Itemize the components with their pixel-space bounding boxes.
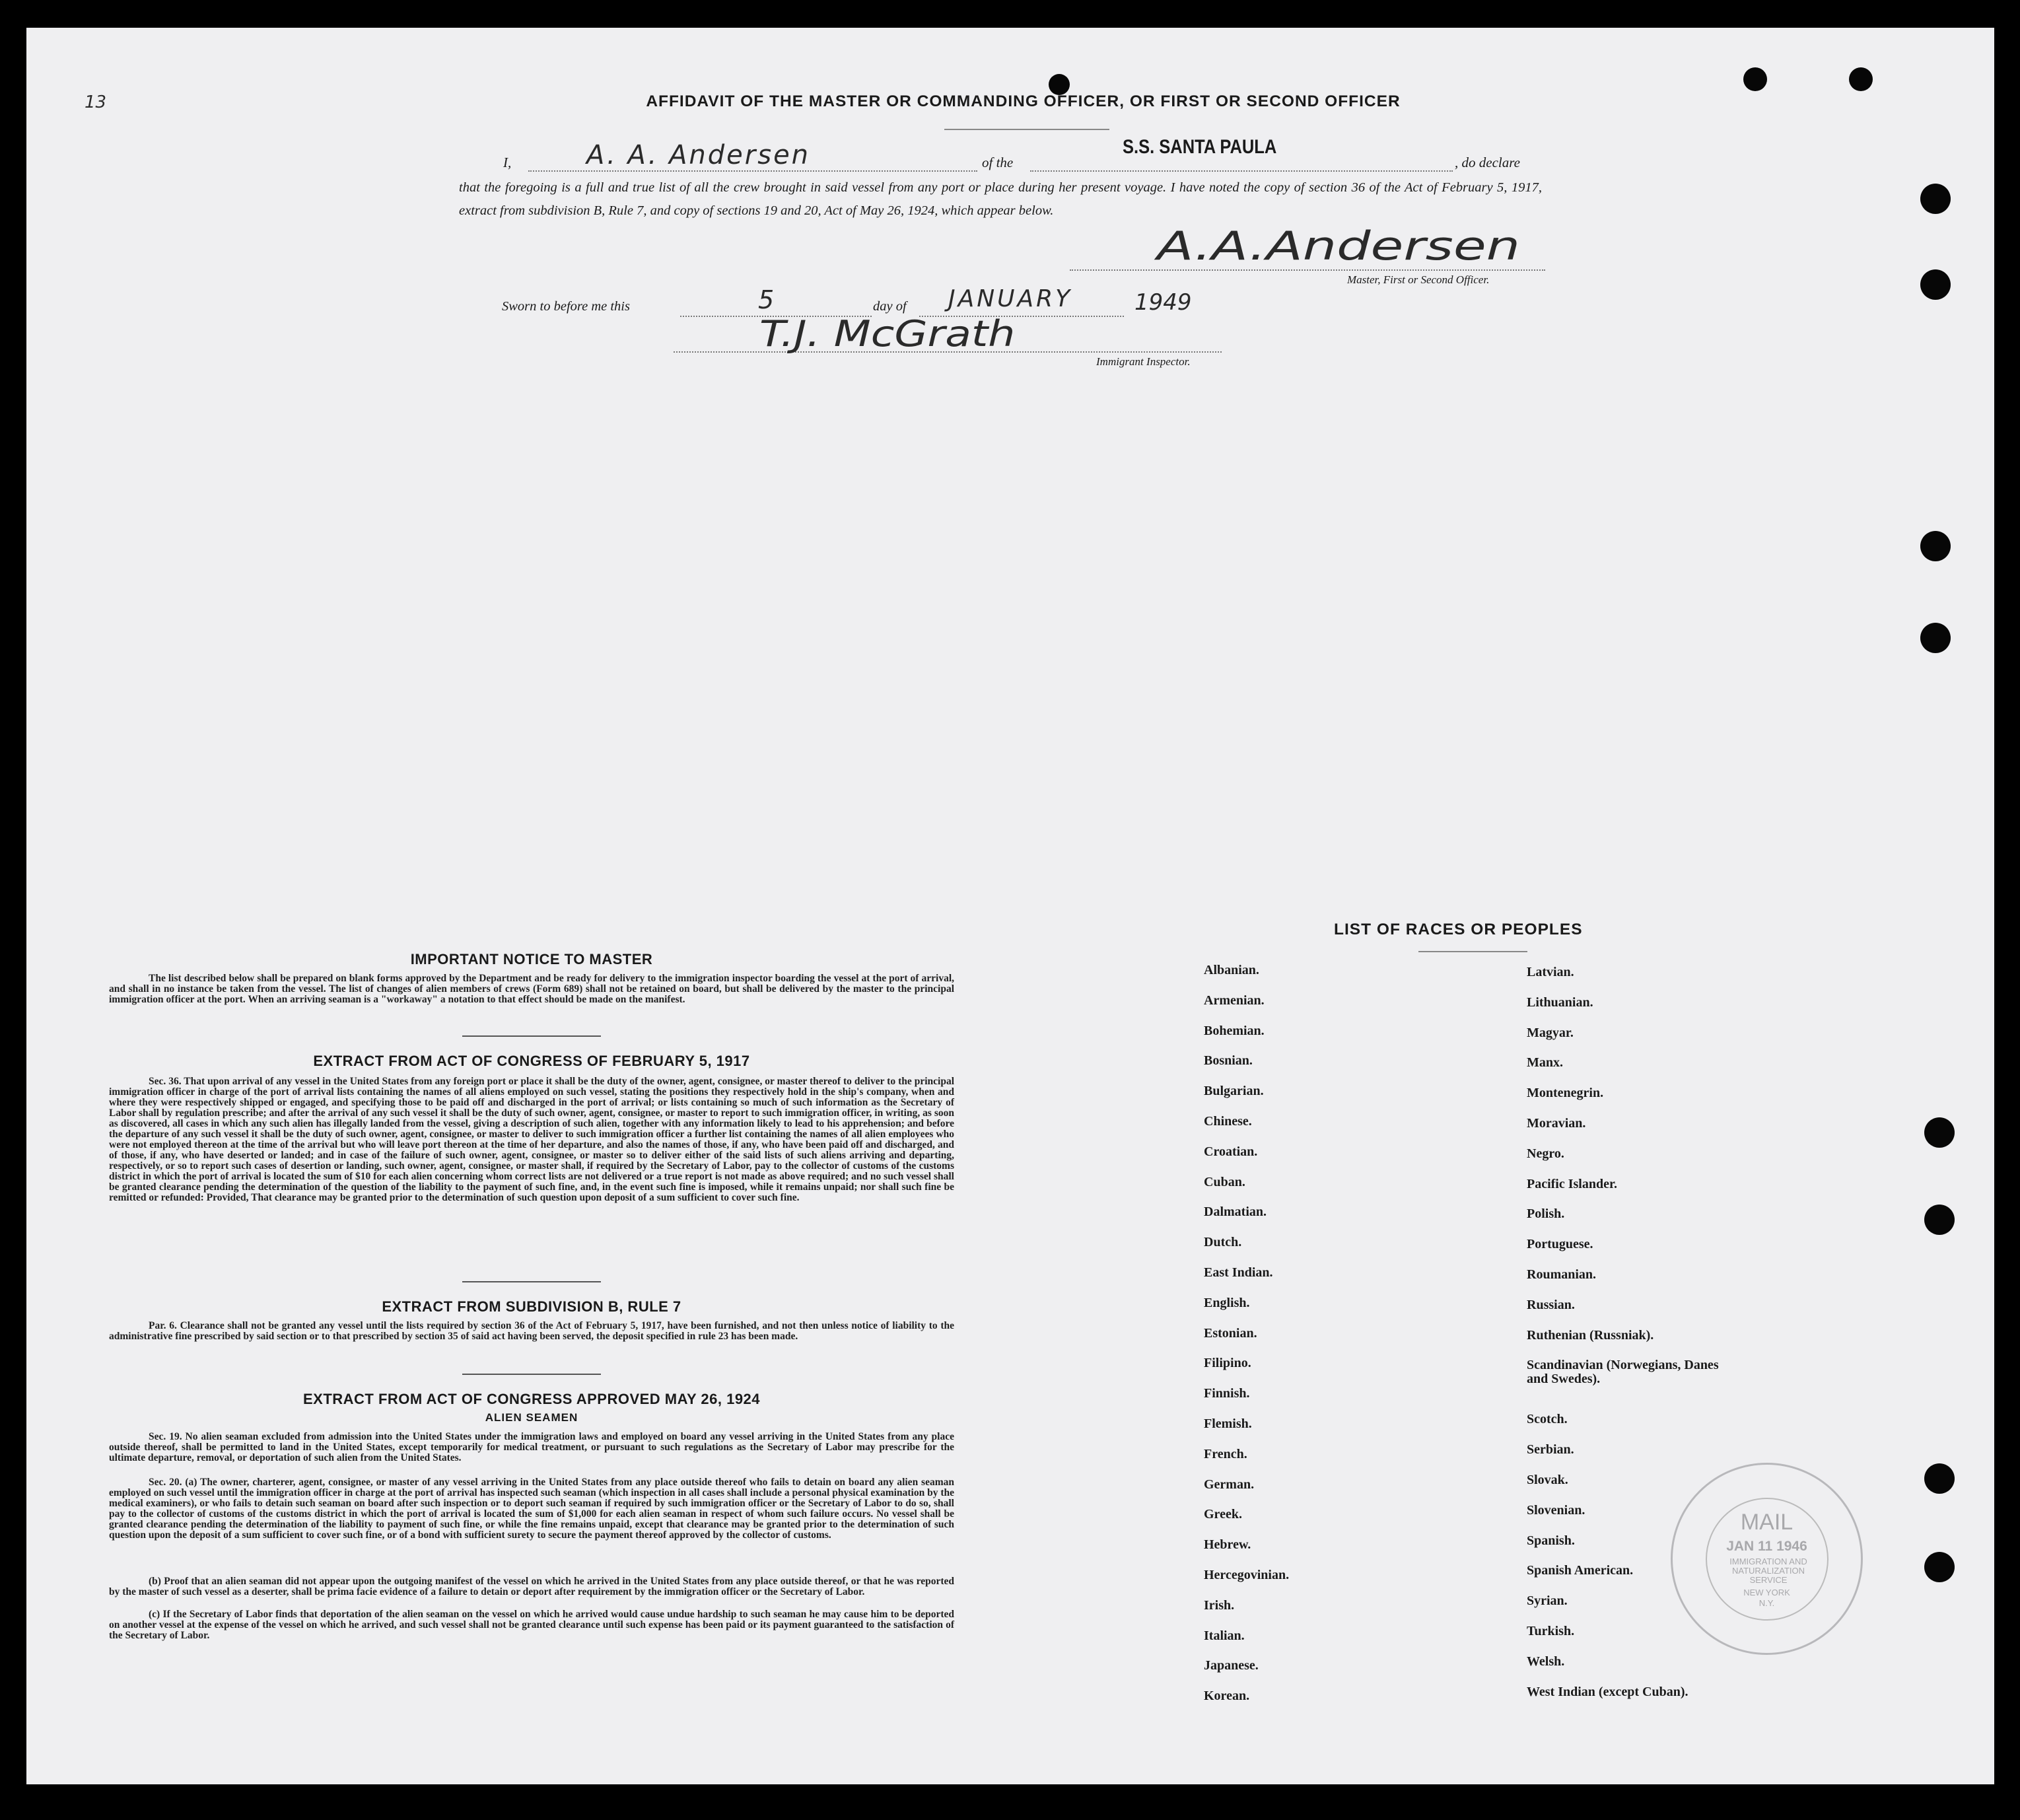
master-signature: A.A.Andersen (1157, 223, 1520, 269)
extract-rule7-title: EXTRACT FROM SUBDIVISION B, RULE 7 (382, 1298, 681, 1315)
sworn-month: JANUARY (948, 285, 1073, 312)
extract-1924-title: EXTRACT FROM ACT OF CONGRESS APPROVED MAY 26, 1924 (302, 1391, 761, 1407)
name-line (528, 170, 977, 172)
sec20c-text: (c) If the Secretary of Labor finds that deportation of the alien seaman on the vessel on which he arrived would cause undue hardship to such seaman he may cause him to be deported on another vessel at the expense of the vessel on which he arrived, and such vessel shall not be granted clearance until such expense has been paid or its payment guaranteed to the satisfaction of the Secretary of Labor. (109, 1609, 954, 1641)
inspector-signature: T.J. McGrath (759, 313, 1016, 355)
race-item: Japanese. (1204, 1658, 1259, 1673)
stamp-date: JAN 11 1946 (1726, 1539, 1807, 1554)
divider (462, 1374, 601, 1375)
do-declare-label: , do declare (1455, 155, 1520, 170)
race-item: Slovak. (1527, 1473, 1568, 1487)
race-item: Serbian. (1527, 1442, 1574, 1457)
race-item: Magyar. (1527, 1025, 1574, 1040)
race-item: Albanian. (1204, 963, 1259, 977)
race-item: Korean. (1204, 1689, 1250, 1704)
race-item: East Indian. (1204, 1265, 1273, 1280)
race-item: Hercegovinian. (1204, 1568, 1290, 1582)
race-item: Negro. (1527, 1146, 1564, 1161)
master-caption: Master, First or Second Officer. (1347, 273, 1490, 286)
race-item: Ruthenian (Russniak). (1527, 1327, 1654, 1343)
race-item: French. (1204, 1446, 1247, 1461)
signature-line (1070, 269, 1545, 271)
race-item: Spanish. (1527, 1533, 1575, 1548)
race-item: Polish. (1527, 1207, 1565, 1222)
race-item: Bulgarian. (1204, 1084, 1264, 1099)
extract-1917-title: EXTRACT FROM ACT OF CONGRESS OF FEBRUARY 5, 1917 (313, 1053, 750, 1069)
sworn-label: Sworn to before me this (502, 299, 630, 314)
sworn-day: 5 (758, 285, 775, 314)
vessel-line (1030, 170, 1453, 172)
race-item: Dalmatian. (1204, 1205, 1267, 1220)
race-item: Italian. (1204, 1628, 1245, 1643)
notice-title: IMPORTANT NOTICE TO MASTER (410, 951, 653, 967)
punch-hole (1920, 184, 1951, 214)
race-item: Scotch. (1527, 1412, 1568, 1427)
sec20a-text: Sec. 20. (a) The owner, charterer, agent, consignee, or master of any vessel arriving in the United States from any place outside thereof who fails to detain on board any alien seaman employed on such vessel until the immigration officer in charge at the port of arrival has inspected such seaman (which inspection in all cases shall include a personal physical examination by the medical examiners), or who fails to detain such seaman on board after such inspection or to deport such seaman if required by such immigration officer or the Secretary of Labor to do so, shall pay to the collector of customs of the customs district in which the port of arrival is located the sum of $1,000 for each alien seaman in respect of whom such failure occurs. No vessel shall be granted clearance pending the determination of the liability to payment of such fine, or while the fine remains unpaid, except that clearance may be granted prior to the determination of such question upon the deposit of a sum sufficient to cover such fine, or of a bond with sufficient surety to secure the payment thereof approved by the collector of customs. (109, 1477, 954, 1541)
race-item: Bosnian. (1204, 1053, 1253, 1068)
punch-hole (1849, 67, 1873, 91)
race-item: Chinese. (1204, 1114, 1252, 1129)
race-item: Syrian. (1527, 1593, 1568, 1609)
divider (462, 1035, 601, 1037)
race-item: Armenian. (1204, 993, 1265, 1008)
race-item: Russian. (1527, 1297, 1575, 1312)
punch-hole (1924, 1205, 1955, 1235)
extract-1917-text: Sec. 36. That upon arrival of any vessel in the United States from any foreign port or place it shall be the duty of the owner, agent, consignee, or master thereof to deliver to the principal immigration officer in charge of the port of arrival lists containing the names of all aliens employed on such vessel, stating the positions they respectively hold in the ship's company, when and where they were respectively shipped or engaged, and specifying those to be paid off and discharged in the port of arrival; or lists containing so much of such information as the Secretary of Labor shall by regulation prescribe; and after the arrival of any such vessel it shall be the duty of such owner, agent, consignee, or master to report to such immigration officer, in writing, as soon as discovered, all cases in which any such alien has illegally landed from the vessel, giving a description of such alien, together with any information likely to lead to his apprehension; and before the departure of any such vessel it shall be the duty of such owner, agent, consignee, or master to deliver to such immigration officer a further list containing the names of all alien employees who were not employed thereon at the time of the arrival but who will leave port thereon at the time of her departure, and also the names of those, if any, who have been paid off and discharged, and of those, if any, who have deserted or landed; and in case of the failure of such owner, agent, consignee, or master so to deliver either of the said lists of such aliens arriving and departing, respectively, or so to report such cases of desertion or landing, such owner, agent, consignee, or master shall, if required by the Secretary of Labor, pay to the collector of customs of the customs district in which the port of arrival is located the sum of $10 for each alien concerning whom correct lists are not delivered or a true report is not made as above required; and no such vessel shall be granted clearance pending the determination of the question of the liability to the payment of such fine, and, in the event such fine is imposed, while it remains unpaid; nor shall such fine be remitted or refunded: Provided, That clearance may be granted prior to the determination of such question upon deposit of a sum sufficient to cover such fine. (109, 1076, 954, 1203)
race-item: Welsh. (1527, 1654, 1565, 1669)
race-item: Irish. (1204, 1597, 1235, 1613)
punch-hole (1924, 1117, 1955, 1148)
inspector-caption: Immigrant Inspector. (1096, 355, 1191, 368)
race-item: Turkish. (1527, 1624, 1575, 1638)
races-rule (1418, 951, 1527, 952)
race-item: Greek. (1204, 1507, 1242, 1522)
affidavit-title: AFFIDAVIT OF THE MASTER OR COMMANDING OFFICER, OR FIRST OR SECOND OFFICER (646, 92, 1401, 110)
stamp-state: N.Y. (1759, 1598, 1775, 1608)
race-item: English. (1204, 1295, 1250, 1310)
punch-hole (1924, 1552, 1955, 1582)
race-item: Croatian. (1204, 1144, 1258, 1159)
day-of-label: day of (873, 299, 907, 314)
race-item: Flemish. (1204, 1417, 1252, 1431)
divider (462, 1281, 601, 1282)
i-label: I, (503, 155, 512, 170)
punch-hole (1924, 1463, 1955, 1494)
race-item: Hebrew. (1204, 1537, 1251, 1553)
race-item: Pacific Islander. (1527, 1176, 1618, 1191)
punch-hole (1920, 269, 1951, 300)
race-item: Scandinavian (Norwegians, Danes and Swedes). (1527, 1358, 1719, 1387)
race-item: Lithuanian. (1527, 995, 1593, 1010)
immigration-mail-stamp (1671, 1463, 1863, 1655)
punch-hole (1920, 531, 1951, 561)
of-the-label: of the (982, 155, 1014, 170)
stamp-city: NEW YORK (1743, 1588, 1790, 1597)
race-item: Finnish. (1204, 1386, 1250, 1401)
race-item: Montenegrin. (1527, 1086, 1604, 1101)
race-item: Spanish American. (1527, 1563, 1634, 1578)
sworn-year: 1949 (1134, 289, 1192, 316)
sec19-text: Sec. 19. No alien seaman excluded from admission into the United States under the immigration laws and employed on board any vessel arriving in the United States from any place outside thereof, shall be permitted to land in the United States, except temporarily for medical treatment, or pursuant to such regulations as the Secretary of Labor may prescribe for the ultimate departure, removal, or deportation of such alien from the United States. (109, 1431, 954, 1463)
race-item: Dutch. (1204, 1235, 1242, 1250)
vessel-name: S.S. SANTA PAULA (1123, 136, 1277, 158)
title-rule (944, 129, 1109, 130)
races-title: LIST OF RACES OR PEOPLES (1334, 921, 1583, 938)
punch-hole (1920, 623, 1951, 653)
race-item: German. (1204, 1477, 1255, 1492)
punch-hole (1743, 67, 1767, 91)
race-item: Portuguese. (1527, 1237, 1593, 1252)
notice-text: The list described below shall be prepared on blank forms approved by the Department and be ready for delivery to the immigration inspector boarding the vessel at the port of arrival, and shall in no instance be taken from the vessel. The list of changes of alien members of crews (Form 689) shall not be retained on board, but shall be delivered by the master to the principal immigration officer at the port. When an arriving seaman is a "workaway" a notation to that effect should be made on the manifest. (109, 973, 954, 1005)
race-item: Moravian. (1527, 1116, 1586, 1131)
race-item: Roumanian. (1527, 1267, 1597, 1282)
extract-rule7-text: Par. 6. Clearance shall not be granted any vessel until the lists required by section 36 of the Act of February 5, 1917, have been furnished, and not then unless notice of liability to the administrative fine prescribed by said section or to that prescribed by section 35 of said act having been served, the deposit specified in rule 23 has been made. (109, 1320, 954, 1342)
race-item: Estonian. (1204, 1325, 1257, 1341)
race-item: Latvian. (1527, 965, 1574, 979)
sec20b-text: (b) Proof that an alien seaman did not appear upon the outgoing manifest of the vessel on which he arrived in the United States from any place outside thereof, or that he was reported by the master of such vessel as a deserter, shall be prima facie evidence of a failure to detain or deport after requirement by the immigration officer or the Secretary of Labor. (109, 1576, 954, 1597)
race-item: Cuban. (1204, 1174, 1245, 1189)
race-item: Filipino. (1204, 1356, 1251, 1371)
page-number: 13 (85, 92, 107, 112)
race-item: Slovenian. (1527, 1502, 1585, 1518)
officer-name: A. A. Andersen (586, 140, 811, 170)
race-item: Bohemian. (1204, 1023, 1265, 1038)
extract-1924-subtitle: ALIEN SEAMEN (485, 1411, 578, 1424)
declaration-text: that the foregoing is a full and true list of all the crew brought in said vessel from any port or place during her present voyage. I have noted the copy of section 36 of the Act of February 5, 1917, extract from subdivision B, Rule 7, and copy of sections 19 and 20, Act of May 26, 1924, which appear below. (459, 180, 1542, 218)
stamp-mail: MAIL (1740, 1510, 1794, 1535)
stamp-service: IMMIGRATION AND NATURALIZATION SERVICE (1729, 1557, 1807, 1585)
race-item: West Indian (except Cuban). (1527, 1684, 1689, 1699)
race-item: Manx. (1527, 1055, 1563, 1070)
